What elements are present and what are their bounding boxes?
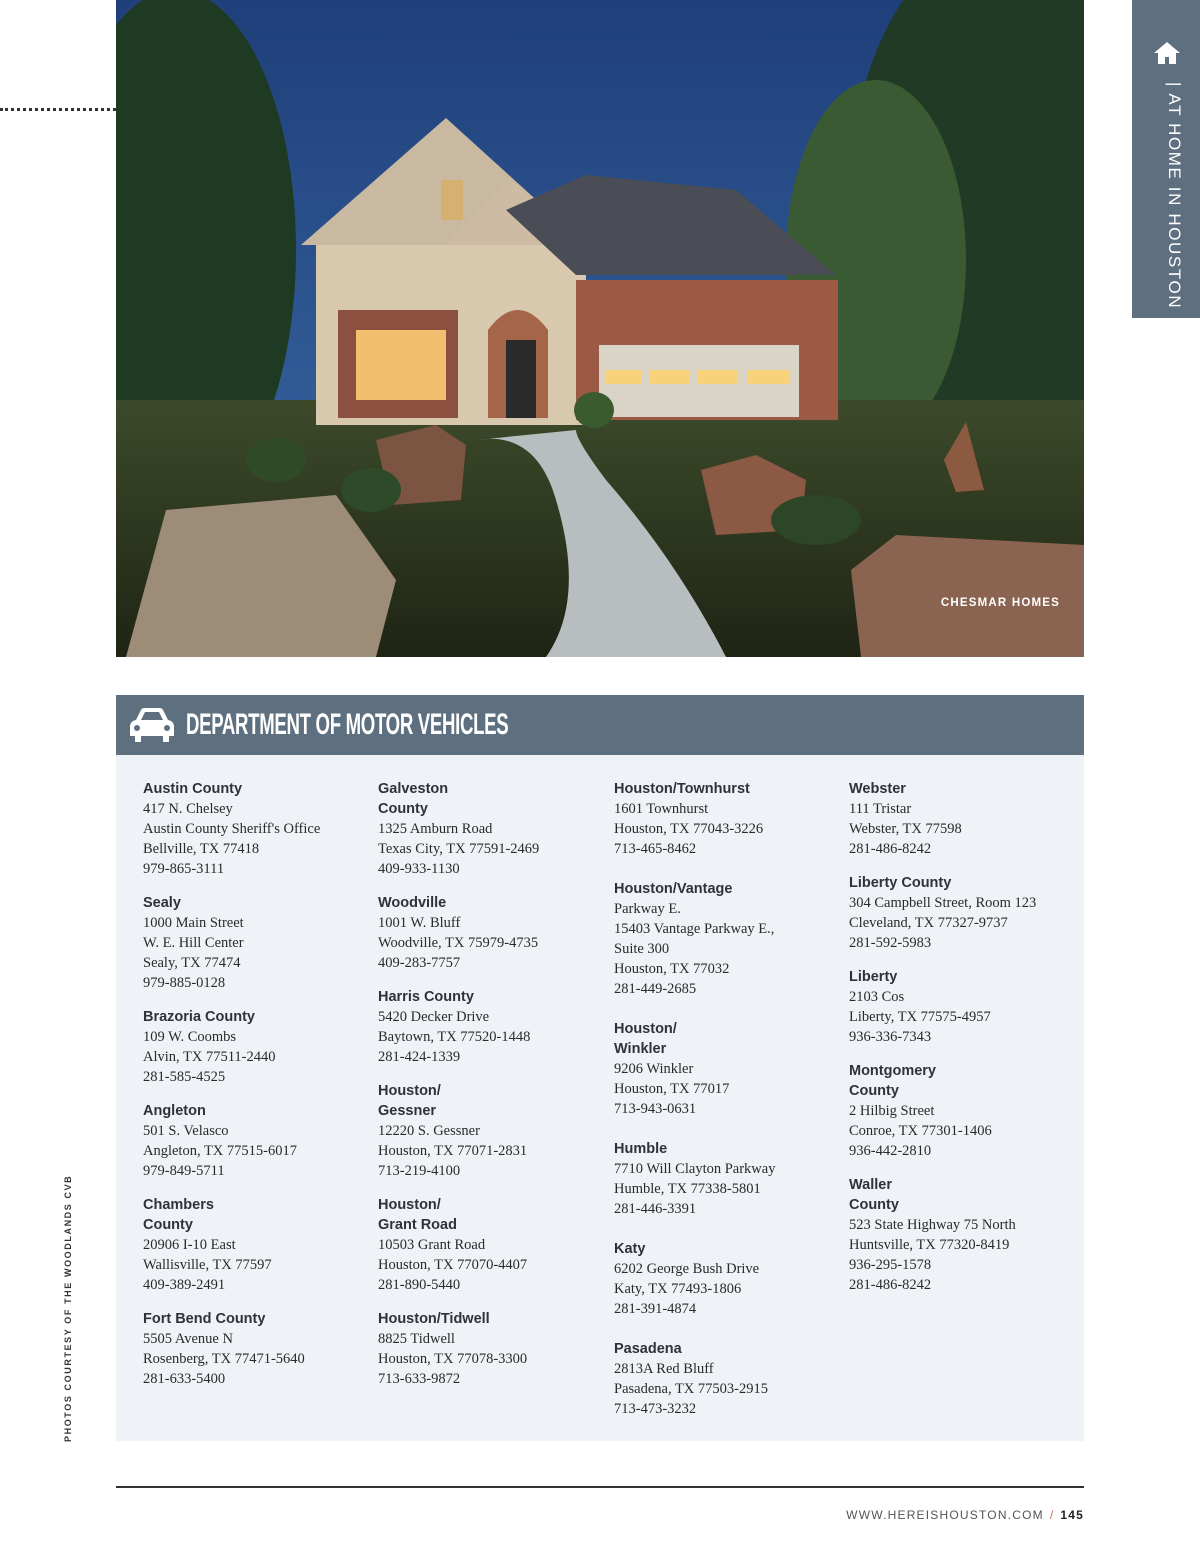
- office-detail: 281-486-8242: [849, 1277, 932, 1293]
- footer-separator: /: [1049, 1508, 1055, 1522]
- office-detail: Katy, TX 77493-1806: [614, 1281, 742, 1297]
- office-detail: 281-424-1339: [378, 1049, 461, 1065]
- office-detail: 10503 Grant Road: [378, 1237, 486, 1253]
- office-name: Houston/Tidwell: [378, 1311, 490, 1327]
- office-name: Angleton: [143, 1103, 206, 1119]
- office-name: Harris County: [378, 989, 474, 1005]
- dmv-office: [143, 893, 363, 993]
- office-detail: Houston, TX 77078-3300: [378, 1351, 528, 1367]
- office-name: Waller: [849, 1177, 892, 1193]
- dmv-office: [378, 1081, 598, 1181]
- office-name: Liberty County: [849, 875, 952, 891]
- office-detail: Pasadena, TX 77503-2915: [614, 1381, 768, 1397]
- office-detail: 409-283-7757: [378, 955, 461, 971]
- office-name: Houston/Vantage: [614, 881, 733, 897]
- office-detail: 8825 Tidwell: [378, 1331, 455, 1347]
- office-detail: 9206 Winkler: [614, 1061, 694, 1077]
- dmv-office: [143, 1007, 363, 1087]
- page-footer: [846, 1508, 1084, 1522]
- dmv-office: [614, 779, 834, 859]
- section-tab: [1132, 0, 1200, 318]
- dmv-office: [143, 1195, 363, 1295]
- dmv-office: [849, 779, 1069, 859]
- office-detail: Bellville, TX 77418: [143, 841, 260, 857]
- office-detail: 713-219-4100: [378, 1163, 461, 1179]
- dmv-title: DEPARTMENT OF MOTOR VEHICLES: [186, 708, 509, 741]
- office-detail: 281-391-4874: [614, 1301, 697, 1317]
- office-detail: Houston, TX 77032: [614, 961, 730, 977]
- office-name: Katy: [614, 1241, 646, 1257]
- office-detail: 713-943-0631: [614, 1101, 697, 1117]
- photo-credit-vertical: PHOTOS COURTESY OF THE WOODLANDS CVB: [63, 1174, 73, 1442]
- dmv-office: [143, 1101, 363, 1181]
- office-detail: 15403 Vantage Parkway E.,: [614, 921, 775, 937]
- dmv-office: [378, 779, 598, 879]
- office-detail: 1001 W. Bluff: [378, 915, 461, 931]
- footer-rule: [116, 1486, 1084, 1488]
- dmv-office: [849, 1175, 1069, 1295]
- office-name: Woodville: [378, 895, 447, 911]
- office-name: Humble: [614, 1141, 668, 1157]
- page-number: 145: [1060, 1508, 1084, 1522]
- dmv-office: [614, 1239, 834, 1319]
- office-detail: 501 S. Velasco: [143, 1123, 229, 1139]
- office-detail: 713-465-8462: [614, 841, 697, 857]
- office-detail: 281-446-3391: [614, 1201, 697, 1217]
- office-detail: Wallisville, TX 77597: [143, 1257, 272, 1273]
- section-tab-label: | AT HOME IN HOUSTON: [1165, 82, 1184, 310]
- office-detail: Parkway E.: [614, 901, 681, 917]
- dmv-office: [143, 1309, 363, 1389]
- office-detail: 936-295-1578: [849, 1257, 932, 1273]
- office-detail: 1601 Townhurst: [614, 801, 709, 817]
- dmv-office: [614, 879, 834, 999]
- office-detail: Alvin, TX 77511-2440: [143, 1049, 276, 1065]
- office-detail: Sealy, TX 77474: [143, 955, 241, 971]
- office-name: Gessner: [378, 1103, 437, 1119]
- office-detail: 1325 Amburn Road: [378, 821, 493, 837]
- office-name: Houston/: [614, 1021, 677, 1037]
- office-detail: 979-849-5711: [143, 1163, 225, 1179]
- office-detail: 281-449-2685: [614, 981, 697, 997]
- office-detail: 979-865-3111: [143, 861, 225, 877]
- office-name: Galveston: [378, 781, 449, 797]
- office-detail: 409-933-1130: [378, 861, 460, 877]
- office-detail: 2 Hilbig Street: [849, 1103, 935, 1119]
- dmv-office: [849, 873, 1069, 953]
- office-name: County: [143, 1217, 193, 1233]
- dmv-office: [614, 1139, 834, 1219]
- office-detail: 281-585-4525: [143, 1069, 226, 1085]
- office-detail: 20906 I-10 East: [143, 1237, 236, 1253]
- office-name: County: [849, 1083, 899, 1099]
- dmv-office: [614, 1339, 834, 1419]
- office-detail: 523 State Highway 75 North: [849, 1217, 1016, 1233]
- office-detail: 304 Campbell Street, Room 123: [849, 895, 1037, 911]
- office-name: Austin County: [143, 781, 243, 797]
- office-detail: 281-633-5400: [143, 1371, 226, 1387]
- house-photo: [116, 0, 1084, 657]
- office-detail: 5420 Decker Drive: [378, 1009, 490, 1025]
- office-detail: 936-442-2810: [849, 1143, 932, 1159]
- office-detail: Houston, TX 77043-3226: [614, 821, 764, 837]
- office-detail: 713-473-3232: [614, 1401, 697, 1417]
- dmv-office: [849, 1061, 1069, 1161]
- office-detail: Conroe, TX 77301-1406: [849, 1123, 992, 1139]
- office-detail: Liberty, TX 77575-4957: [849, 1009, 991, 1025]
- office-detail: 936-336-7343: [849, 1029, 932, 1045]
- dmv-office: [378, 987, 598, 1067]
- office-detail: Suite 300: [614, 941, 670, 957]
- office-detail: Humble, TX 77338-5801: [614, 1181, 761, 1197]
- office-name: Webster: [849, 781, 906, 797]
- dmv-office: [614, 1019, 834, 1119]
- office-detail: 7710 Will Clayton Parkway: [614, 1161, 776, 1177]
- office-detail: 2103 Cos: [849, 989, 905, 1005]
- office-detail: 2813A Red Bluff: [614, 1361, 714, 1377]
- office-detail: Baytown, TX 77520-1448: [378, 1029, 531, 1045]
- office-name: County: [378, 801, 428, 817]
- office-name: Sealy: [143, 895, 181, 911]
- dmv-office: [378, 1309, 598, 1389]
- office-detail: 281-486-8242: [849, 841, 932, 857]
- office-name: Chambers: [143, 1197, 214, 1213]
- office-detail: 12220 S. Gessner: [378, 1123, 480, 1139]
- office-detail: Texas City, TX 77591-2469: [378, 841, 540, 857]
- office-name: Grant Road: [378, 1217, 457, 1233]
- office-name: Winkler: [614, 1041, 667, 1057]
- office-name: County: [849, 1197, 899, 1213]
- office-detail: Angleton, TX 77515-6017: [143, 1143, 297, 1159]
- office-name: Houston/: [378, 1083, 441, 1099]
- office-detail: 979-885-0128: [143, 975, 226, 991]
- dmv-section: [116, 695, 1084, 1441]
- office-detail: Rosenberg, TX 77471-5640: [143, 1351, 305, 1367]
- office-detail: Houston, TX 77017: [614, 1081, 730, 1097]
- dotted-rule: [0, 108, 116, 111]
- office-detail: Woodville, TX 75979-4735: [378, 935, 539, 951]
- office-name: Brazoria County: [143, 1009, 255, 1025]
- dmv-office: [143, 779, 363, 879]
- office-detail: W. E. Hill Center: [143, 935, 244, 951]
- office-name: Houston/: [378, 1197, 441, 1213]
- office-name: Montgomery: [849, 1063, 936, 1079]
- office-detail: 713-633-9872: [378, 1371, 461, 1387]
- office-name: Houston/Townhurst: [614, 781, 750, 797]
- office-detail: 281-890-5440: [378, 1277, 461, 1293]
- office-detail: 109 W. Coombs: [143, 1029, 237, 1045]
- office-detail: 5505 Avenue N: [143, 1331, 233, 1347]
- office-detail: Webster, TX 77598: [849, 821, 962, 837]
- home-icon: [1154, 42, 1180, 64]
- office-detail: 417 N. Chelsey: [143, 801, 233, 817]
- dmv-office: [378, 893, 598, 973]
- office-name: Pasadena: [614, 1341, 682, 1357]
- office-detail: Houston, TX 77071-2831: [378, 1143, 528, 1159]
- office-detail: 1000 Main Street: [143, 915, 244, 931]
- office-detail: Huntsville, TX 77320-8419: [849, 1237, 1010, 1253]
- dmv-office: [849, 967, 1069, 1047]
- website-url[interactable]: WWW.HEREISHOUSTON.COM: [846, 1508, 1044, 1522]
- office-name: Fort Bend County: [143, 1311, 266, 1327]
- office-detail: 6202 George Bush Drive: [614, 1261, 760, 1277]
- office-detail: Cleveland, TX 77327-9737: [849, 915, 1008, 931]
- office-detail: 111 Tristar: [849, 801, 912, 817]
- office-detail: Austin County Sheriff's Office: [143, 821, 321, 837]
- office-detail: Houston, TX 77070-4407: [378, 1257, 528, 1273]
- office-name: Liberty: [849, 969, 898, 985]
- dmv-directory: [116, 695, 1084, 1441]
- office-detail: 281-592-5983: [849, 935, 932, 951]
- photo-credit: CHESMAR HOMES: [940, 597, 1060, 609]
- dmv-office: [378, 1195, 598, 1295]
- office-detail: 409-389-2491: [143, 1277, 226, 1293]
